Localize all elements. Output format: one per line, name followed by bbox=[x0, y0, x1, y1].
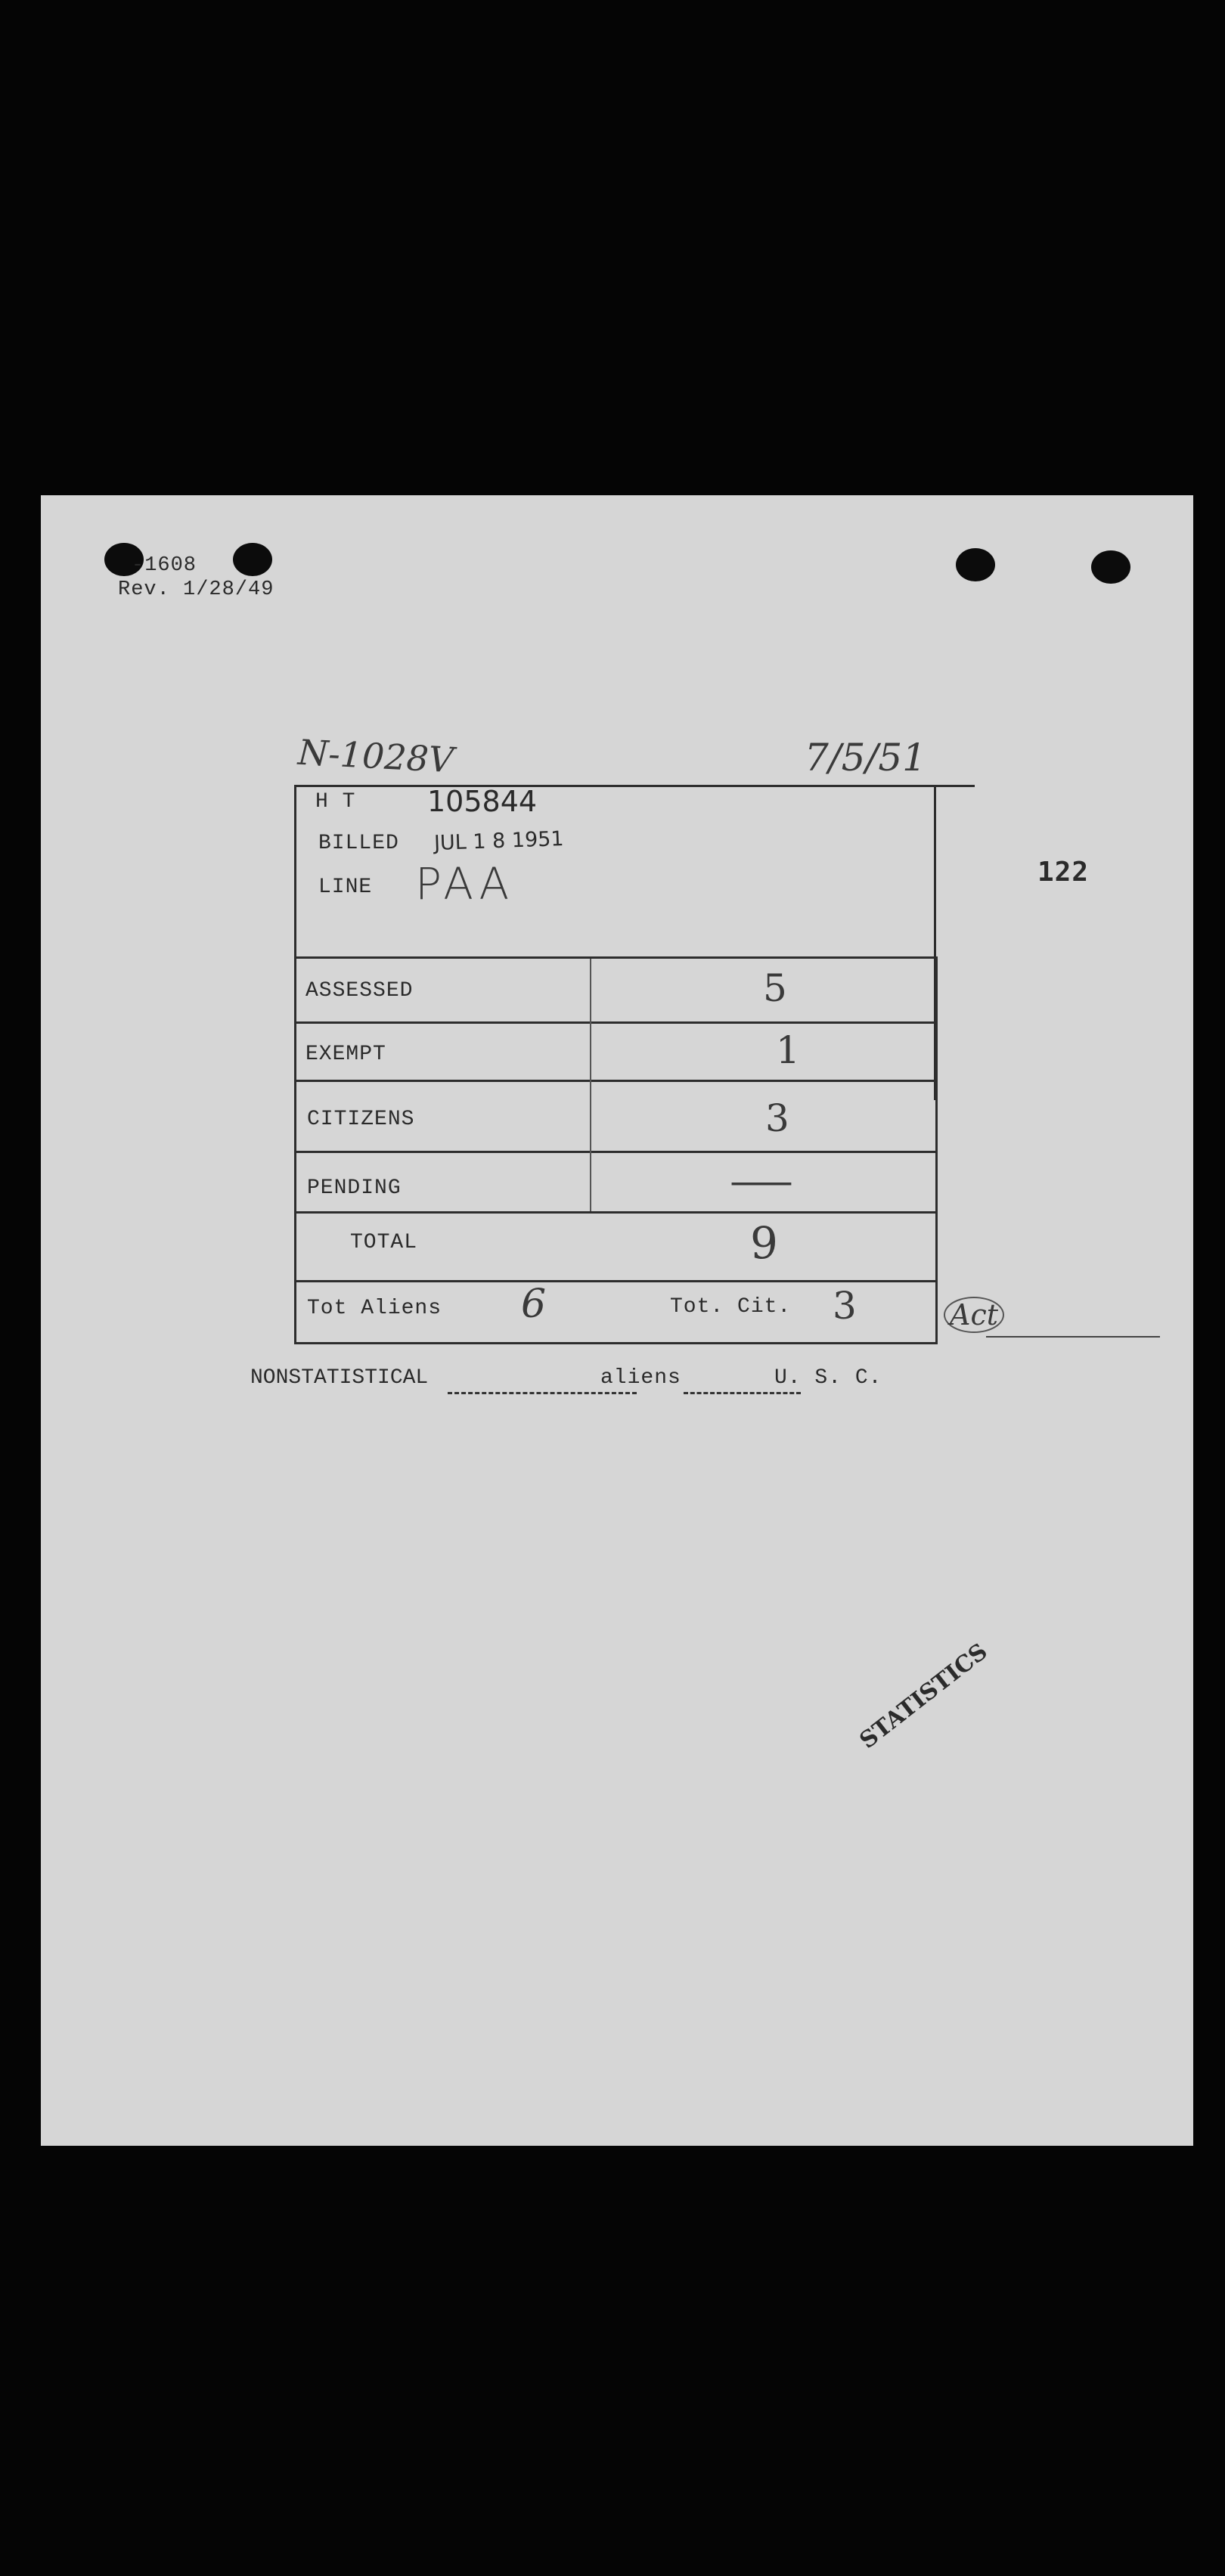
box-left-border bbox=[294, 956, 296, 1344]
nonstatistical-blank bbox=[448, 1392, 637, 1394]
row-divider bbox=[294, 1211, 936, 1214]
box-top-border bbox=[294, 785, 975, 787]
row-value-assessed: 5 bbox=[763, 966, 787, 1010]
column-divider bbox=[590, 959, 591, 1211]
box-right-border bbox=[935, 956, 938, 1344]
billed-date-stamp: JUL 1 8 1951 bbox=[433, 827, 565, 855]
row-label-exempt: EXEMPT bbox=[305, 1043, 386, 1066]
tot-cit-label: Tot. Cit. bbox=[670, 1295, 792, 1319]
tot-aliens-value: 6 bbox=[521, 1282, 547, 1327]
form-number: -1608 bbox=[132, 554, 197, 577]
row-divider bbox=[294, 956, 936, 959]
row-value-exempt: 1 bbox=[776, 1028, 800, 1072]
nonstatistical-label: NONSTATISTICAL bbox=[250, 1366, 429, 1390]
nonstat-aliens-label: aliens bbox=[600, 1366, 681, 1390]
total-label: TOTAL bbox=[350, 1231, 418, 1254]
handwritten-reference: N-1028V bbox=[296, 731, 455, 781]
row-value-pending: — bbox=[728, 1157, 795, 1204]
row-divider bbox=[294, 1280, 936, 1282]
handwritten-date: 7/5/51 bbox=[805, 736, 926, 780]
form-revision: Rev. 1/28/49 bbox=[118, 578, 274, 601]
line-label: LINE bbox=[318, 876, 373, 899]
page-number: 122 bbox=[1037, 857, 1090, 888]
row-label-pending: PENDING bbox=[307, 1176, 402, 1200]
box-bottom-border bbox=[294, 1342, 938, 1344]
initials-flourish bbox=[986, 1336, 1160, 1338]
usc-label: U. S. C. bbox=[774, 1366, 882, 1390]
billed-label: BILLED bbox=[318, 832, 399, 855]
total-value: 9 bbox=[750, 1217, 778, 1269]
handwritten-initials: Act bbox=[944, 1297, 1004, 1333]
nonstat-aliens-blank bbox=[684, 1392, 801, 1394]
punch-hole bbox=[1091, 550, 1130, 584]
row-divider bbox=[294, 1080, 936, 1082]
handwritten-line-value: PAA bbox=[415, 858, 514, 910]
row-divider bbox=[294, 1151, 936, 1153]
row-value-citizens: 3 bbox=[765, 1096, 789, 1140]
document-page bbox=[41, 495, 1193, 2146]
statistics-stamp: STATISTICS bbox=[854, 1638, 993, 1754]
punch-hole bbox=[956, 548, 995, 581]
row-label-citizens: CITIZENS bbox=[307, 1108, 415, 1131]
row-label-assessed: ASSESSED bbox=[305, 979, 414, 1003]
punch-hole bbox=[233, 543, 272, 576]
row-divider bbox=[294, 1021, 936, 1024]
tot-aliens-label: Tot Aliens bbox=[307, 1297, 442, 1320]
tot-cit-value: 3 bbox=[833, 1284, 857, 1328]
ht-number: 105844 bbox=[427, 785, 538, 818]
ht-label: H T bbox=[315, 790, 356, 814]
